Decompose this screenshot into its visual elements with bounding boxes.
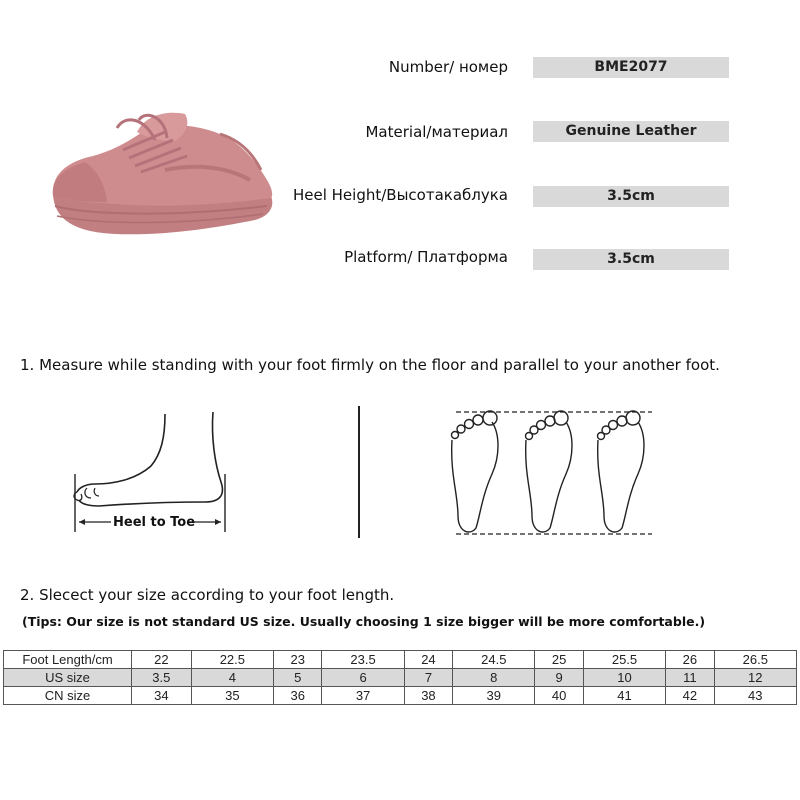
- spec-value-heel-height: 3.5cm: [533, 186, 729, 207]
- size-table-cell: 22: [132, 651, 192, 669]
- size-table-cell: 24.5: [453, 651, 535, 669]
- size-table-row-header: CN size: [4, 687, 132, 705]
- size-table-row: [4, 651, 797, 669]
- size-table-cell: 22.5: [191, 651, 273, 669]
- size-table-cell: 8: [453, 669, 535, 687]
- size-table-cell: 3.5: [132, 669, 192, 687]
- heel-to-toe-label: Heel to Toe: [113, 515, 196, 530]
- size-table-cell: 7: [404, 669, 452, 687]
- size-table-cell: 40: [535, 687, 583, 705]
- size-table-cell: 41: [583, 687, 665, 705]
- size-table-cell: 11: [666, 669, 714, 687]
- size-table-cell: 23: [274, 651, 322, 669]
- size-table-cell: 37: [322, 687, 404, 705]
- spec-label-platform: Platform/ Платформа: [344, 248, 508, 266]
- spec-label-number: Number/ номер: [388, 58, 508, 76]
- size-table-row-header: US size: [4, 669, 132, 687]
- size-table: [3, 650, 797, 705]
- size-table-cell: 25.5: [583, 651, 665, 669]
- size-table-row-header: Foot Length/cm: [4, 651, 132, 669]
- size-table-cell: 26: [666, 651, 714, 669]
- size-table-cell: 23.5: [322, 651, 404, 669]
- size-tips: (Tips: Our size is not standard US size. Usually choosing 1 size bigger will be more comfortable.): [22, 614, 706, 629]
- shoe-image: [45, 110, 285, 245]
- size-table-row: [4, 687, 797, 705]
- size-table-cell: 4: [191, 669, 273, 687]
- size-instruction: 2. Slecect your size according to your foot length.: [20, 586, 395, 604]
- size-table-cell: 35: [191, 687, 273, 705]
- diagram-divider: [358, 406, 360, 538]
- size-table-cell: 43: [714, 687, 796, 705]
- size-table-cell: 6: [322, 669, 404, 687]
- size-table-cell: 5: [274, 669, 322, 687]
- spec-value-number: BME2077: [533, 57, 729, 78]
- feet-top-diagram: [440, 404, 660, 544]
- measure-instruction: 1. Measure while standing with your foot firmly on the floor and parallel to your another foot.: [20, 356, 720, 374]
- spec-label-material: Material/материал: [365, 123, 508, 141]
- size-table-row: [4, 669, 797, 687]
- size-table-cell: 38: [404, 687, 452, 705]
- spec-label-heel-height: Heel Height/Высотакаблука: [292, 186, 508, 204]
- size-table-cell: 36: [274, 687, 322, 705]
- spec-value-material: Genuine Leather: [533, 121, 729, 142]
- size-table-cell: 10: [583, 669, 665, 687]
- size-table-cell: 26.5: [714, 651, 796, 669]
- size-table-cell: 34: [132, 687, 192, 705]
- size-table-cell: 24: [404, 651, 452, 669]
- size-table-cell: 39: [453, 687, 535, 705]
- size-table-cell: 25: [535, 651, 583, 669]
- size-table-cell: 42: [666, 687, 714, 705]
- spec-value-platform: 3.5cm: [533, 249, 729, 270]
- size-table-cell: 9: [535, 669, 583, 687]
- size-table-cell: 12: [714, 669, 796, 687]
